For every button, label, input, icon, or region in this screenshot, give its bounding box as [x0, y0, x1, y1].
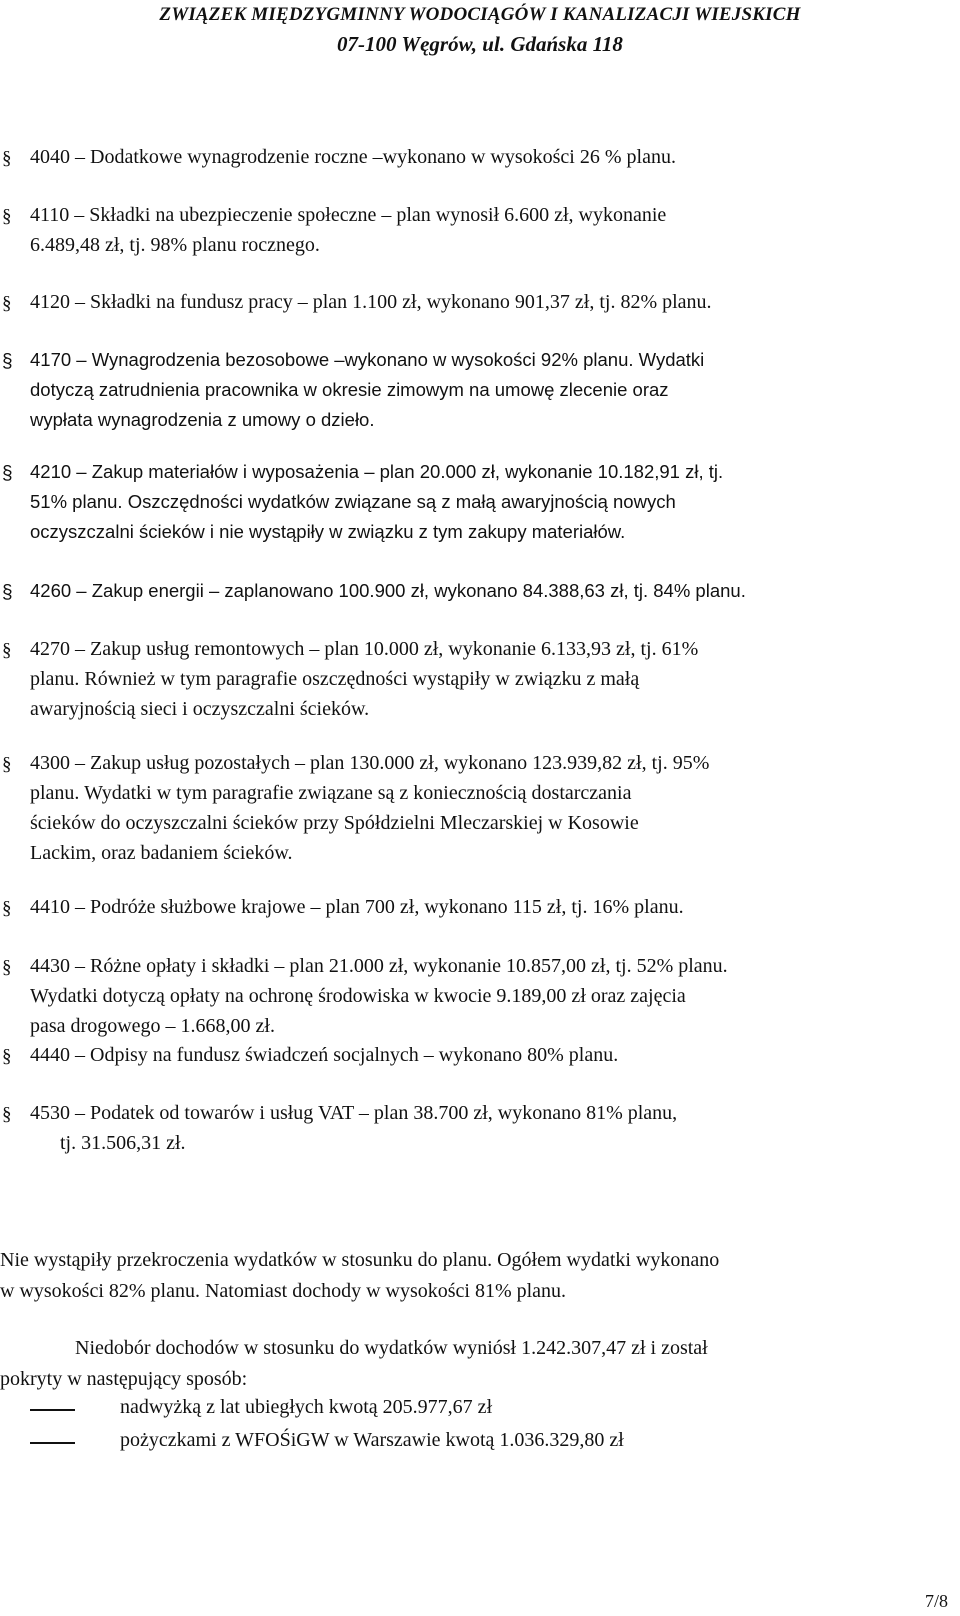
header-address: 07-100 Węgrów, ul. Gdańska 118 — [337, 32, 623, 56]
expense-item-line: 4260 – Zakup energii – zaplanowano 100.900 zł, wykonano 84.388,63 zł, tj. 84% planu. — [30, 580, 746, 601]
expense-item-line: Wydatki dotyczą opłaty na ochronę środowiska w kwocie 9.189,00 zł oraz zajęcia — [30, 985, 686, 1007]
expense-item-line: pasa drogowego – 1.668,00 zł. — [30, 1015, 275, 1037]
section-sign-icon: § — [2, 640, 12, 661]
section-sign-icon: § — [2, 206, 12, 227]
expense-item-text — [30, 345, 930, 435]
dash-bullet-icon — [30, 1409, 75, 1411]
expense-item-line: tj. 31.506,31 zł. — [60, 1132, 186, 1154]
section-sign-icon: § — [2, 754, 12, 775]
expense-item-line: planu. Wydatki w tym paragrafie związane są z koniecznością dostarczania — [30, 782, 632, 804]
expense-item-text — [30, 142, 930, 172]
expense-item-text — [30, 576, 930, 606]
expense-item-line: 4270 – Zakup usług remontowych – plan 10.000 zł, wykonanie 6.133,93 zł, tj. 61% — [30, 638, 699, 660]
summary-line-2: w wysokości 82% planu. Natomiast dochody w wysokości 81% planu. — [0, 1280, 567, 1302]
expense-item-line: 6.489,48 zł, tj. 98% planu rocznego. — [30, 234, 320, 256]
expense-item-line: 4430 – Różne opłaty i składki – plan 21.000 zł, wykonanie 10.857,00 zł, tj. 52% planu. — [30, 955, 728, 977]
dash-bullet-icon — [30, 1442, 75, 1444]
section-sign-icon: § — [2, 1046, 12, 1067]
expense-item-line: 4110 – Składki na ubezpieczenie społeczne – plan wynosił 6.600 zł, wykonanie — [30, 204, 667, 226]
summary-line-1: Nie wystąpiły przekroczenia wydatków w stosunku do planu. Ogółem wydatki wykonano — [0, 1249, 720, 1271]
expense-item-line: 4300 – Zakup usług pozostałych – plan 130.000 zł, wykonano 123.939,82 zł, tj. 95% — [30, 752, 710, 774]
list-item-text: pożyczkami z WFOŚiGW w Warszawie kwotą 1.036.329,80 zł — [120, 1429, 624, 1451]
expense-item-text — [30, 892, 930, 922]
expense-item-line: ścieków do oczyszczalni ścieków przy Spółdzielni Mleczarskiej w Kosowie — [30, 812, 639, 834]
section-sign-icon: § — [2, 463, 13, 484]
section-sign-icon: § — [2, 148, 12, 169]
deficit-paragraph — [0, 1333, 960, 1395]
expense-item-line: 4210 – Zakup materiałów i wyposażenia – plan 20.000 zł, wykonanie 10.182,91 zł, tj. — [30, 461, 724, 482]
section-sign-icon: § — [2, 1104, 12, 1125]
expense-item-text — [30, 634, 930, 724]
expense-item-text — [30, 951, 930, 1041]
section-sign-icon: § — [2, 351, 13, 372]
expense-item-line: 4170 – Wynagrodzenia bezosobowe –wykonano w wysokości 92% planu. Wydatki — [30, 349, 705, 370]
expense-item-line: dotyczą zatrudnienia pracownika w okresie zimowym na umowę zlecenie oraz — [30, 379, 669, 400]
expense-item-text — [30, 457, 930, 547]
expense-item-line: 4530 – Podatek od towarów i usług VAT – plan 38.700 zł, wykonano 81% planu, — [30, 1102, 678, 1124]
deficit-line-2: pokryty w następujący sposób: — [0, 1368, 248, 1390]
section-sign-icon: § — [2, 898, 12, 919]
expense-item-line: 4440 – Odpisy na fundusz świadczeń socjalnych – wykonano 80% planu. — [30, 1044, 619, 1066]
expense-item-text — [30, 287, 930, 317]
summary-paragraph — [0, 1245, 960, 1307]
expense-item-line: Lackim, oraz badaniem ścieków. — [30, 842, 293, 864]
expense-item-line: 4410 – Podróże służbowe krajowe – plan 700 zł, wykonano 115 zł, tj. 16% planu. — [30, 896, 684, 918]
section-sign-icon: § — [2, 582, 13, 603]
expense-item-text — [30, 1040, 930, 1070]
section-sign-icon: § — [2, 957, 12, 978]
header-organization: ZWIĄZEK MIĘDZYGMINNY WODOCIĄGÓW I KANALIZACJI WIEJSKICH — [159, 4, 801, 25]
expense-item-line: awaryjnością sieci i oczyszczalni ścieków. — [30, 698, 370, 720]
expense-item-line: oczyszczalni ścieków i nie wystąpiły w związku z tym zakupy materiałów. — [30, 521, 626, 542]
expense-item-line: 4040 – Dodatkowe wynagrodzenie roczne –wykonano w wysokości 26 % planu. — [30, 146, 676, 168]
expense-item-line: planu. Również w tym paragrafie oszczędności wystąpiły w związku z małą — [30, 668, 640, 690]
expense-item-line: wypłata wynagrodzenia z umowy o dzieło. — [30, 409, 375, 430]
deficit-line-1: Niedobór dochodów w stosunku do wydatków wyniósł 1.242.307,47 zł i został — [75, 1337, 708, 1359]
list-item-text: nadwyżką z lat ubiegłych kwotą 205.977,67 zł — [120, 1396, 493, 1418]
expense-item-text — [30, 748, 930, 868]
expense-item-line: 51% planu. Oszczędności wydatków związane są z małą awaryjnością nowych — [30, 491, 676, 512]
page-number: 7/8 — [924, 1591, 948, 1611]
expense-item-text — [30, 200, 930, 260]
section-sign-icon: § — [2, 293, 12, 314]
expense-item-line: 4120 – Składki na fundusz pracy – plan 1.100 zł, wykonano 901,37 zł, tj. 82% planu. — [30, 291, 712, 313]
expense-item-text — [30, 1098, 930, 1158]
